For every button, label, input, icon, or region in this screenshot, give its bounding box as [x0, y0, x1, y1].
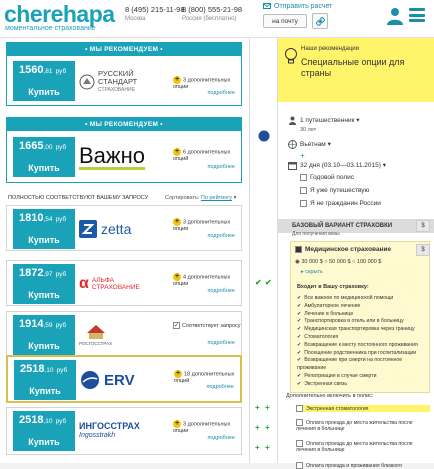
options[interactable]: + 3 дополнительных опции — [173, 76, 231, 91]
buy-label: Купить — [28, 341, 60, 351]
details-link[interactable]: подробнее — [207, 288, 235, 294]
phone-moscow-number: 8 (495) 215-11-98 — [125, 5, 185, 14]
offer-card — [6, 42, 242, 106]
insurer-logo-ingosstrakh — [79, 412, 171, 450]
price: 1810,54 руб — [19, 212, 67, 224]
menu-icon[interactable] — [409, 8, 425, 22]
check-icon: ✓ — [174, 323, 180, 329]
included-heading: Входит в Вашу страховку: — [297, 284, 369, 290]
addons-label: Дополнительно включить в полис: — [286, 393, 374, 399]
phone-moscow-label: Москва — [125, 16, 146, 22]
details-link[interactable]: подробнее — [207, 340, 235, 346]
insurer-logo-rosgosstrakh — [79, 315, 171, 353]
price: 1872,97 руб — [19, 267, 67, 279]
buy-label: Купить — [28, 235, 60, 245]
buy-button[interactable] — [13, 209, 75, 249]
insurer-logo-russian-standard — [79, 63, 171, 101]
base-option-header: БАЗОВЫЙ ВАРИАНТ СТРАХОВКИ — [278, 219, 434, 233]
phone-moscow[interactable] — [125, 5, 184, 22]
header — [0, 0, 434, 38]
insurer-name: ERV — [104, 371, 135, 389]
list-item: ✔ Транспортировка в отель или в больницу — [297, 318, 427, 326]
plus-icon: ✔ — [255, 278, 262, 287]
checkbox[interactable] — [296, 419, 303, 426]
details-link[interactable]: подробнее — [207, 90, 235, 96]
checkbox[interactable] — [300, 200, 307, 207]
recommended-banner: • МЫ РЕКОМЕНДУЕМ • — [7, 43, 241, 56]
checkbox[interactable] — [296, 440, 303, 447]
price: 2518,10 руб — [20, 363, 68, 375]
insurer-name: РУССКИЙ СТАНДАРТ — [98, 69, 138, 86]
plus-icon: + — [174, 148, 180, 155]
details-link[interactable]: подробнее — [206, 384, 234, 390]
offers-panel — [0, 38, 250, 463]
comparison-strip — [250, 38, 278, 463]
add-country-button[interactable]: + — [300, 151, 305, 160]
offer-card — [6, 311, 242, 356]
price: 1914,59 руб — [19, 318, 67, 330]
plus-icon: + — [265, 403, 270, 412]
list-item: ✔ Лечение в больнице — [297, 311, 427, 319]
filters-panel — [278, 38, 434, 469]
sort-label: Сортировать: — [165, 195, 200, 201]
currency-cell[interactable]: $ — [416, 220, 430, 232]
buy-button[interactable] — [13, 137, 75, 177]
insurer-name: zetta — [101, 221, 132, 237]
buy-label: Купить — [28, 87, 60, 97]
list-item: ✔ Медицинская транспортировка через границу — [297, 326, 427, 334]
addon-row[interactable]: Экстренная стоматология — [296, 405, 430, 412]
plus-icon: + — [174, 218, 180, 225]
buy-button[interactable] — [13, 61, 75, 101]
zetta-emblem-icon — [79, 220, 97, 238]
list-item: ✔ Все важное по медицинской помощи — [297, 295, 427, 303]
full-match-heading: ПОЛНОСТЬЮ СООТВЕТСТВУЮТ ВАШЕМУ ЗАПРОСУ — [8, 195, 149, 201]
buy-button[interactable] — [13, 411, 75, 451]
insurer-logo-erv — [80, 361, 172, 399]
addon-row[interactable]: Оплата проезда и проживания близкого — [296, 462, 430, 469]
erv-mini-icon — [258, 130, 270, 142]
options[interactable]: + 6 дополнительных опций — [173, 148, 231, 163]
dates-select[interactable]: 32 дня (03.10—03.11.2015) ▾ — [300, 162, 386, 169]
insurer-name: Важно — [79, 142, 146, 168]
sort-value[interactable]: По рейтингу — [200, 195, 233, 201]
plus-icon: + — [255, 403, 260, 412]
recommendations-box — [278, 38, 434, 102]
buy-label: Купить — [29, 386, 61, 396]
checkbox[interactable] — [296, 462, 303, 469]
send-calculation-link[interactable] — [263, 2, 332, 10]
not-citizen-checkbox[interactable]: Я не гражданин России — [300, 200, 381, 207]
included-list — [297, 295, 427, 389]
details-link[interactable]: подробнее — [207, 435, 235, 441]
options[interactable]: + 3 дополнительных опции — [173, 420, 231, 435]
medical-title[interactable]: Медицинское страхование — [295, 246, 391, 253]
options[interactable]: + 4 дополнительных опции — [173, 273, 231, 288]
erv-emblem-icon — [80, 370, 100, 390]
price: 2518,10 руб — [19, 414, 67, 426]
plus-icon: + — [255, 423, 260, 432]
buy-button[interactable] — [14, 360, 76, 400]
plus-icon: + — [174, 76, 180, 83]
offer-card — [6, 407, 242, 455]
person-icon — [288, 116, 297, 125]
details-link[interactable]: подробнее — [207, 164, 235, 170]
logo[interactable]: cherehapa — [4, 1, 115, 27]
insurer-name: АЛЬФА СТРАХОВАНИЕ — [91, 277, 140, 291]
insurer-sub: СТРАХОВАНИЕ — [98, 87, 135, 93]
base-option-note: Для получения визы — [292, 231, 340, 237]
recommend-title[interactable]: Специальные опции для страны — [301, 57, 405, 78]
buy-label: Купить — [28, 437, 60, 447]
buy-button[interactable] — [13, 315, 75, 355]
phone-russia-number: 8 (800) 555-21-98 — [182, 5, 243, 14]
addon-row[interactable]: Оплата проезда до места жительства после лечения в больнице — [296, 419, 413, 433]
insurer-logo-vazhno — [79, 138, 171, 176]
plus-icon: ✔ — [265, 278, 272, 287]
price: 1665,00 руб — [19, 140, 67, 152]
checkbox-checked[interactable] — [295, 246, 302, 253]
calendar-icon — [288, 161, 297, 170]
addon-row[interactable]: Оплата проезда до места жительства после лечения в больнице — [296, 440, 413, 454]
copy-link-button[interactable] — [312, 13, 328, 29]
insurer-logo-zetta — [79, 210, 171, 248]
insurer-logo-alfa — [79, 265, 171, 303]
country-select[interactable]: Вьетнам ▾ — [300, 141, 331, 148]
options[interactable]: ✓ Соответствует запросу — [174, 322, 241, 329]
mail-icon — [263, 2, 271, 10]
buy-label: Купить — [28, 290, 60, 300]
price: 1560,81 руб — [19, 64, 67, 76]
details-link[interactable]: подробнее — [207, 233, 235, 239]
list-item: ✔ Экстренная связь — [297, 381, 427, 389]
buy-button[interactable] — [13, 264, 75, 304]
currency-cell[interactable]: $ — [416, 244, 430, 256]
insurer-sub: Ingosstrakh — [79, 432, 116, 439]
plus-icon: + — [255, 443, 260, 452]
sort-control[interactable]: Сортировать: По рейтингу ▾ — [165, 195, 237, 201]
plus-icon: + — [265, 423, 270, 432]
list-item: ✔ Репатриация в случае смерти — [297, 373, 427, 381]
user-icon[interactable] — [386, 7, 404, 25]
hide-link[interactable]: ▸ скрыть — [301, 269, 323, 275]
phone-russia[interactable] — [182, 5, 242, 22]
list-item: ✔ Амбулаторное лечение — [297, 303, 427, 311]
alfa-emblem-icon: α — [79, 275, 89, 292]
link-icon — [316, 17, 325, 26]
russian-standard-emblem-icon — [79, 74, 95, 90]
checkbox[interactable] — [296, 405, 303, 412]
coverage-amount-radios[interactable]: ◉ 30 000 $ ○ 50 000 $ ○ 100 000 $ — [295, 259, 382, 265]
recommend-small: Наши рекомендации — [301, 46, 359, 52]
buy-label: Купить — [28, 163, 60, 173]
list-item: ✔ Посещение родственника при госпитализации — [297, 350, 427, 358]
offer-card — [6, 117, 242, 183]
plus-icon: + — [175, 370, 181, 377]
to-email-button[interactable]: на почту — [263, 14, 307, 28]
rosgosstrakh-emblem-icon — [85, 323, 107, 341]
send-calculation-label: Отправить расчет — [274, 2, 333, 10]
recommended-banner: • МЫ РЕКОМЕНДУЕМ • — [7, 118, 241, 131]
plus-icon: + — [174, 273, 180, 280]
insurer-name: РОСГОССТРАХ — [79, 340, 113, 346]
offer-card — [6, 260, 242, 306]
traveler-age[interactable]: 30 лет — [300, 127, 317, 133]
offer-card — [6, 355, 242, 403]
insurer-name: ИНГОССТРАХ — [79, 421, 140, 431]
offer-card — [6, 205, 242, 251]
globe-icon — [288, 140, 297, 149]
plus-icon: + — [265, 443, 270, 452]
already-traveling-checkbox[interactable]: Я уже путешествую — [300, 187, 369, 194]
list-item: ✔ Стоматология — [297, 334, 427, 342]
travelers-select[interactable]: 1 путешественник ▾ — [300, 117, 360, 124]
options[interactable]: + 18 дополнительных опций — [174, 370, 235, 385]
plus-icon: + — [174, 420, 180, 427]
list-item: ✔ Возвращение при смерти на постоянное проживание — [297, 357, 427, 373]
list-item: ✔ Возвращение к месту постоянного проживания — [297, 342, 427, 350]
annual-policy-checkbox[interactable]: Годовой полис — [300, 174, 354, 181]
lightbulb-icon — [284, 48, 298, 66]
phone-russia-label: Россия (бесплатно) — [182, 16, 237, 22]
medical-insurance-box — [290, 241, 430, 393]
checkbox[interactable] — [300, 187, 307, 194]
options[interactable]: + 3 дополнительных опции — [173, 218, 231, 233]
checkbox[interactable] — [300, 174, 307, 181]
tagline: моментальное страхование — [5, 25, 96, 32]
